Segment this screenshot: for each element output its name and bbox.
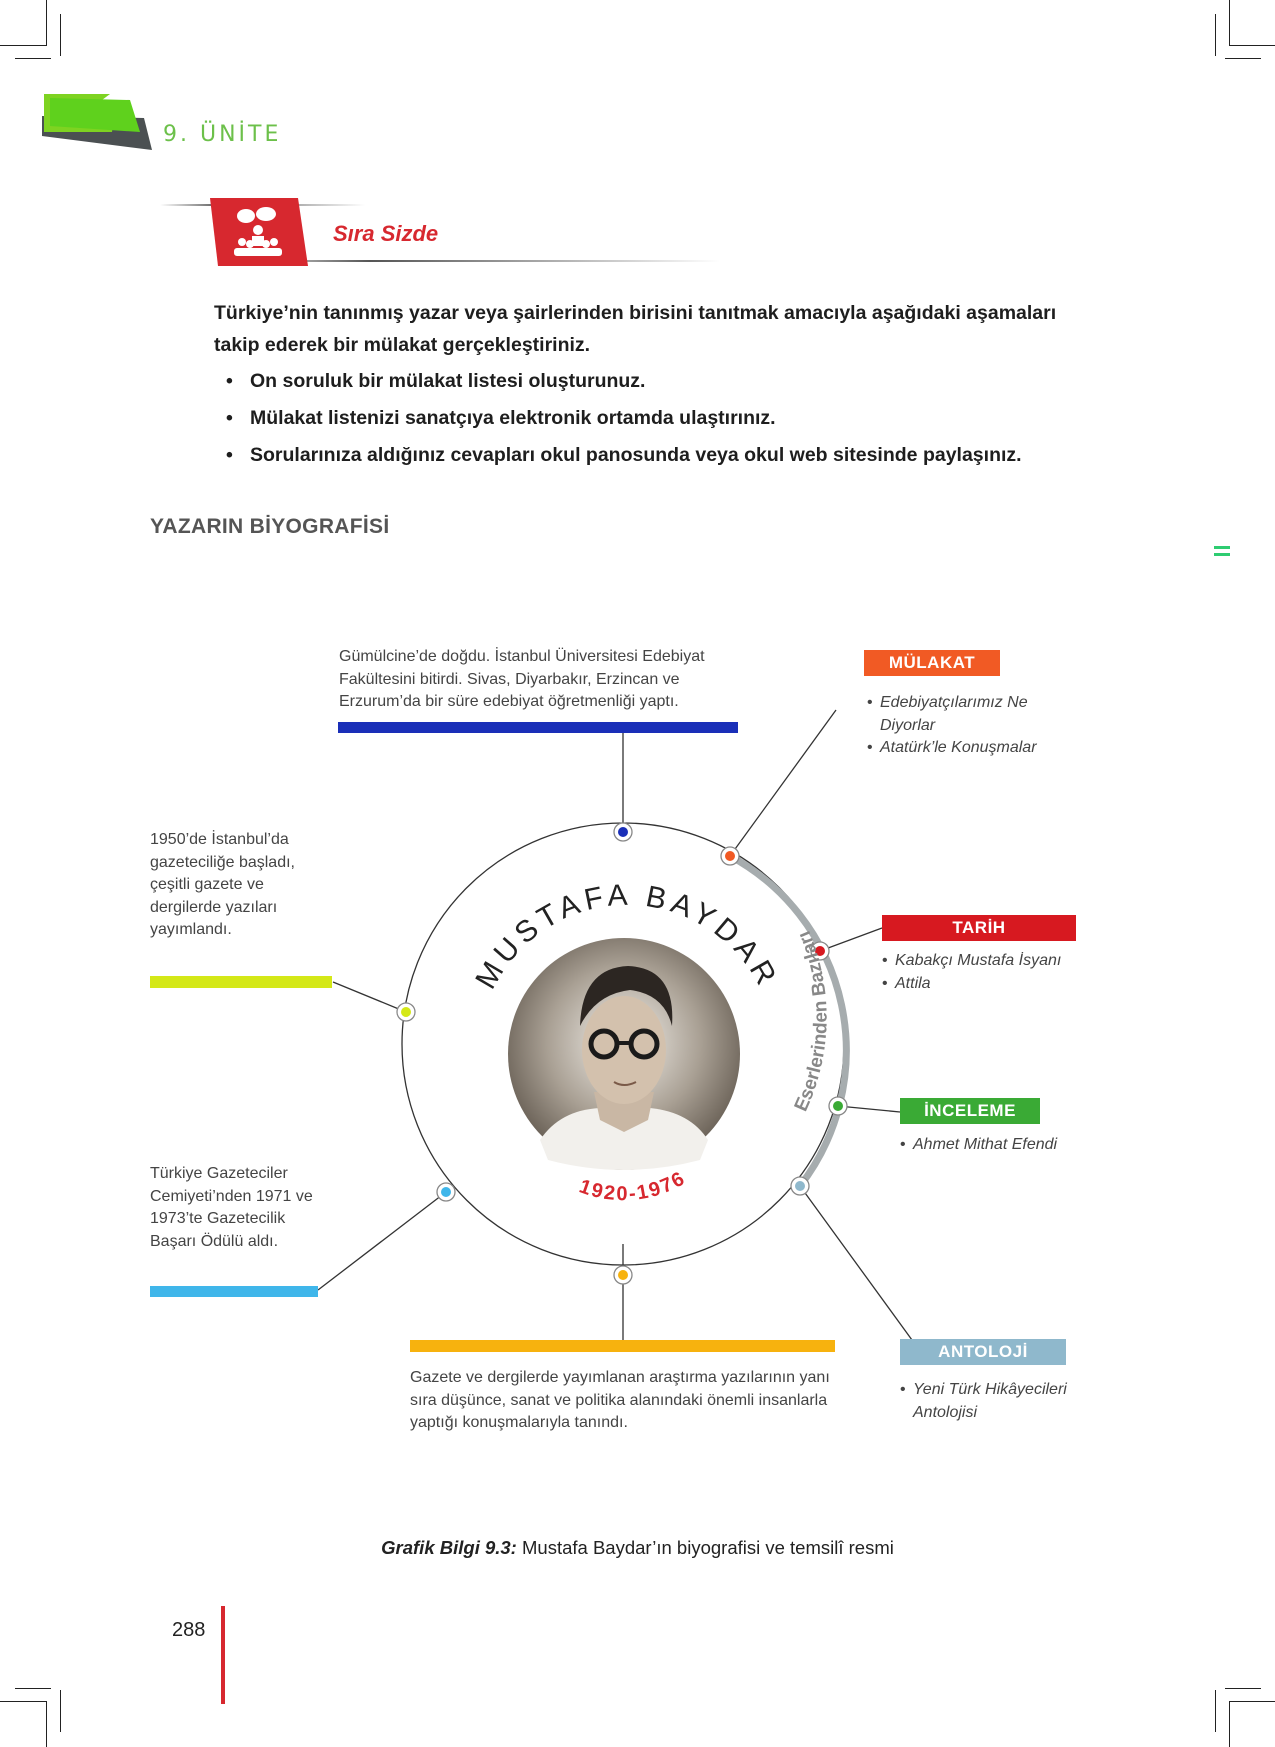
list-item: • On soruluk bir mülakat listesi oluşturunuz. <box>226 366 1022 403</box>
list-item: • Atatürk’le Konuşmalar <box>867 737 1047 760</box>
connector-line <box>730 710 836 856</box>
node-dot <box>401 1007 411 1017</box>
node-dot <box>618 1270 628 1280</box>
list-item: • Ahmet Mithat Efendi <box>900 1134 1100 1157</box>
activity-title: Sıra Sizde <box>333 221 439 246</box>
works-arc-label: Eserlerinden Bazıları <box>790 927 832 1115</box>
tag-antoloji: ANTOLOJİ <box>938 1342 1028 1361</box>
tag-tarih: TARİH <box>952 918 1006 937</box>
list-item: • Attila <box>882 973 1082 996</box>
list-item: • Edebiyatçılarımız Ne Diyorlar <box>867 692 1047 737</box>
node-dot <box>725 851 735 861</box>
list-item: • Kabakçı Mustafa İsyanı <box>882 950 1082 973</box>
node-dot <box>795 1181 805 1191</box>
bio-bar-left-upper <box>150 976 332 988</box>
works-mulakat-list <box>867 692 1047 760</box>
author-name: MUSTAFA BAYDAR <box>469 878 785 995</box>
tag-mulakat: MÜLAKAT <box>888 653 976 672</box>
portrait-illustration <box>508 938 740 1170</box>
page-number: 288 <box>172 1619 206 1641</box>
works-inceleme-list <box>900 1134 1100 1157</box>
unit-label: 9. ÜNİTE <box>163 122 282 147</box>
list-item: • Mülakat listenizi sanatçıya elektronik ortamda ulaştırınız. <box>226 403 1022 440</box>
bio-bar-top <box>338 722 738 733</box>
works-antoloji-list <box>900 1379 1100 1424</box>
works-tarih-list <box>882 950 1082 995</box>
bio-bar-left-lower <box>150 1286 318 1297</box>
author-years: 1920-1976 <box>576 1167 690 1206</box>
connector-line <box>820 928 882 951</box>
bio-text-bottom: Gazete ve dergilerde yayımlanan araştırma yazılarının yanı sıra düşünce, sanat ve politika alanındaki önemli insanlarla yaptığı konuşmalarıyla tanındı. <box>410 1369 830 1431</box>
node-dot <box>441 1187 451 1197</box>
bio-text-top: Gümülcine’de doğdu. İstanbul Üniversitesi Edebiyat Fakültesini bitirdi. Sivas, Diyarbakır, Erzincan ve Erzurum’da bir süre edebiyat öğretmenliği yaptı. <box>339 648 705 710</box>
connector-line <box>800 1186 912 1340</box>
node-dot <box>618 827 628 837</box>
node-dot <box>833 1101 843 1111</box>
list-item: • Yeni Türk Hikâyecileri Antolojisi <box>900 1379 1100 1424</box>
connector-line <box>318 1192 446 1290</box>
figure-caption <box>0 1537 1275 1559</box>
caption-text: Mustafa Baydar’ın biyografisi ve temsilî resmi <box>516 1537 894 1558</box>
section-title: YAZARIN BİYOGRAFİSİ <box>150 515 390 538</box>
page-number-rule <box>221 1606 225 1704</box>
connector-line <box>333 982 406 1012</box>
tag-inceleme: İNCELEME <box>924 1101 1016 1120</box>
activity-instructions: Türkiye’nin tanınmış yazar veya şairlerinden birisini tanıtmak amacıyla aşağıdaki aşamaları takip ederek bir mülakat gerçekleştiriniz. <box>214 302 1057 356</box>
bio-text-left-lower: Türkiye Gazeteciler Cemiyeti’nden 1971 ve 1973’te Gazetecilik Başarı Ödülü aldı. <box>150 1165 313 1250</box>
bio-bar-bottom <box>410 1340 835 1352</box>
caption-label: Grafik Bilgi 9.3: <box>381 1537 517 1558</box>
list-item: • Sorularınıza aldığınız cevapları okul panosunda veya okul web sitesinde paylaşınız. <box>226 440 1022 477</box>
bio-text-left-upper: 1950’de İstanbul’da gazeteciliğe başladı, çeşitli gazete ve dergilerde yazıları yayımlandı. <box>150 831 295 938</box>
